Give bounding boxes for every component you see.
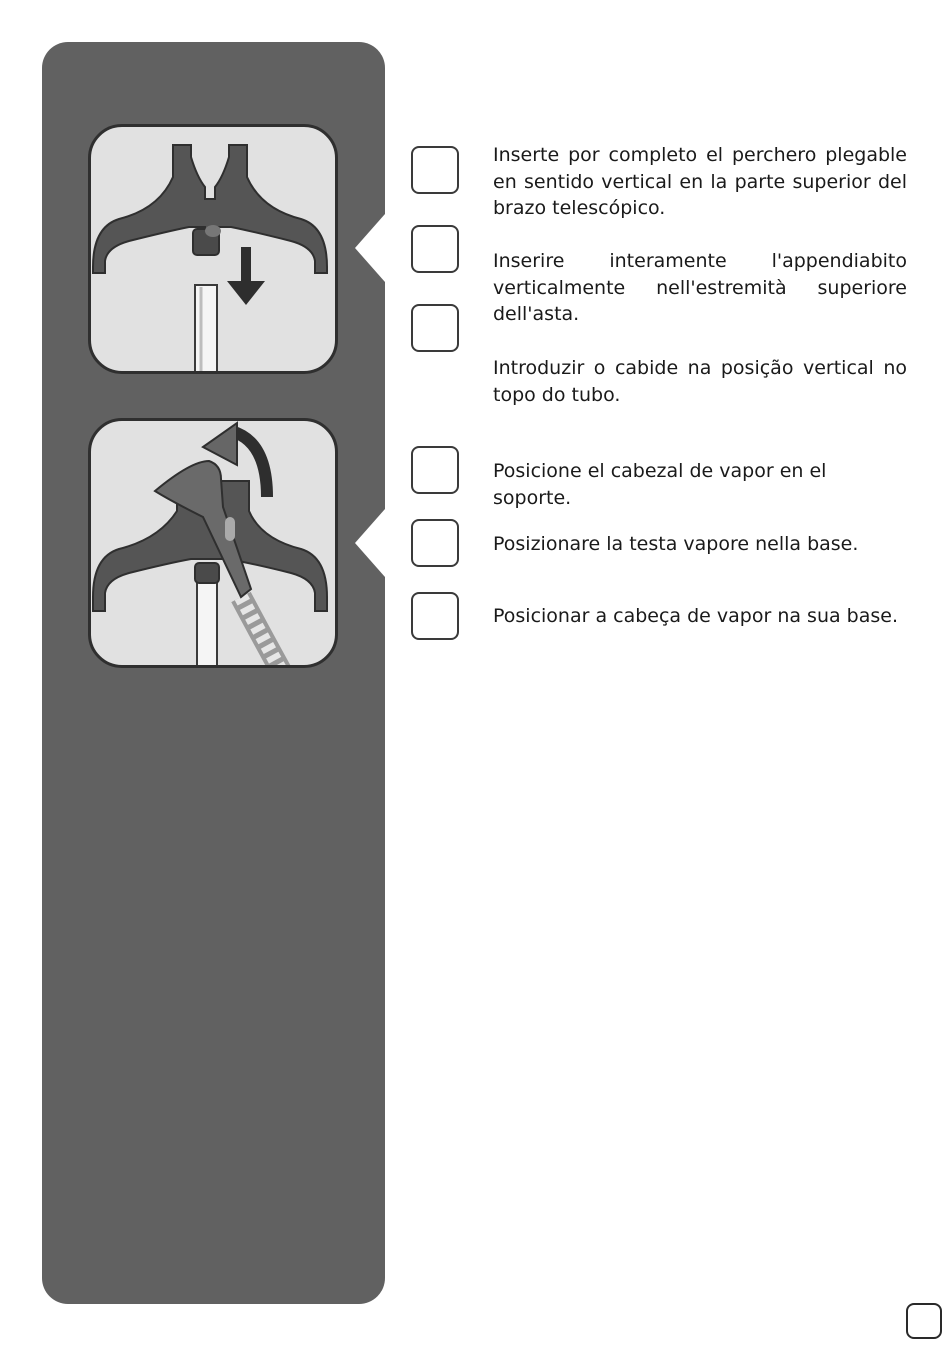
instruction-pt-2: Posicionar a cabeça de vapor na sua base. — [493, 605, 899, 627]
language-box-es-2 — [411, 446, 459, 494]
language-box-pt-2 — [411, 592, 459, 640]
step-pointer-2 — [355, 509, 385, 577]
instruction-es-2: Posicione el cabezal de vapor en el soporte. — [493, 460, 827, 509]
page-number-box — [906, 1303, 942, 1339]
down-arrow-icon — [227, 247, 265, 305]
language-box-it-1 — [411, 225, 459, 273]
step-pointer-1 — [355, 214, 385, 282]
instruction-pt-1: Introduzir o cabide na posição vertical no topo do tubo. — [493, 357, 907, 406]
instruction-es-1: Inserte por completo el perchero plegable en sentido vertical en la parte superior del brazo telescópico. — [493, 144, 907, 219]
language-box-es-1 — [411, 146, 459, 194]
hanger-insert-illustration — [88, 124, 338, 374]
language-box-pt-1 — [411, 304, 459, 352]
instruction-it-2: Posizionare la testa vapore nella base. — [493, 533, 859, 555]
instruction-it-1: Inserire interamente l'appendiabito verticalmente nell'estremità superiore dell'asta. — [493, 250, 907, 325]
steam-head-illustration — [88, 418, 338, 668]
language-box-it-2 — [411, 519, 459, 567]
